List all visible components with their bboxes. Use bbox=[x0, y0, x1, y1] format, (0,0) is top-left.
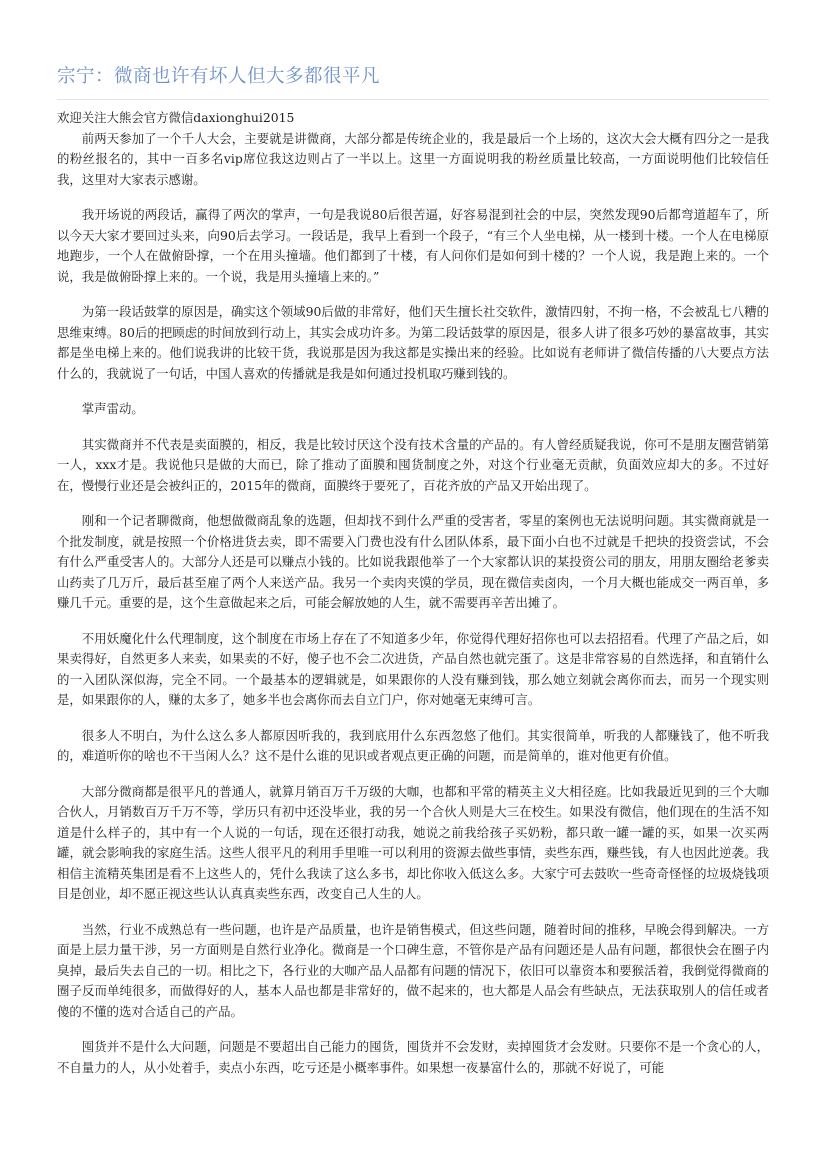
paragraph-5: 其实微商并不代表是卖面膜的，相反，我是比较讨厌这个没有技术含量的产品的。有人曾经质疑我说，你可不是朋友圈营销第一人，xxx才是。我说他只是做的大而已，除了推动了面膜和囤货制度之外，对这个行业毫无贡献，负面效应却大的多。不过好在，慢慢行业还是会被纠正的，2015年的微商，面膜终于要死了，百花齐放的产品又开始出现了。 bbox=[57, 436, 769, 493]
paragraph-9: 大部分微商都是很平凡的普通人，就算月销百万千万级的大咖，也都和平常的精英主义大相径庭。比如我最近见到的三个大咖合伙人，月销数百万千万不等，学历只有初中还没毕业，我的另一个合伙人则是大三在校生。如果没有微信，他们现在的生活不知道是什么样子的，其中有一个人说的一句话，现在还很打动我，她说之前我给孩子买奶粉，都只敢一罐一罐的买，如果一次买两罐，就会影响我的家庭生活。这些人很平凡的利用手里唯一可以利用的资源去做些事情，卖些东西，赚些钱，有人也因此逆袭。我相信主流精英集团是看不上这些人的，凭什么我读了这么多书，却比你收入低这么多。大家宁可去鼓吹一些奇奇怪怪的垃圾烧钱项目是创业，却不愿正视这些认认真真卖些东西，改变自己人生的人。 bbox=[57, 783, 769, 901]
paragraph-1: 前两天参加了一个千人大会，主要就是讲微商，大部分都是传统企业的，我是最后一个上场的，这次大会大概有四分之一是我的粉丝报名的，其中一百多名vip席位我这边则占了一半以上。这里一方面说明我的粉丝质量比较高，一方面说明他们比较信任我，这里对大家表示感谢。 bbox=[57, 130, 769, 187]
article-body bbox=[57, 108, 769, 1093]
paragraph-3: 为第一段话鼓掌的原因是，确实这个领域90后做的非常好，他们天生擅长社交软件，激情四射，不拘一格，不会被乱七八糟的思维束缚。80后的把顾虑的时间放到行动上，其实会成功许多。为第二段话鼓掌的原因是，很多人讲了很多巧妙的暴富故事，其实都是坐电梯上来的。他们说我讲的比较干货，我说那是因为我这都是实操出来的经验。比如说有老师讲了微信传播的八大要点方法什么的，我就说了一句话，中国人喜欢的传播就是我是如何通过投机取巧赚到钱的。 bbox=[57, 304, 769, 381]
title-divider bbox=[57, 99, 769, 100]
paragraph-4: 掌声雷动。 bbox=[81, 401, 144, 416]
paragraph-7: 不用妖魔化什么代理制度，这个制度在市场上存在了不知道多少年，你觉得代理好招你也可以去招招看。代理了产品之后，如果卖得好，自然更多人来卖，如果卖的不好，傻子也不会二次进货，产品自然也就完蛋了。这是非常容易的自然选择，和直销什么的一入团队深似海，完全不同。一个最基本的逻辑就是，如果跟你的人没有赚到钱，那么她立刻就会离你而去，而另一个现实则是，如果跟你的人，赚的太多了，她多半也会离你而去自立门户，你对她毫无束缚可言。 bbox=[57, 630, 769, 707]
article-title: 宗宁：微商也许有坏人但大多都很平凡 bbox=[57, 66, 381, 87]
paragraph-6: 刚和一个记者聊微商，他想做微商乱象的选题，但却找不到什么严重的受害者，零星的案例也无法说明问题。其实微商就是一个批发制度，就是按照一个价格进货去卖，即不需要入门费也没有什么团队体系，最下面小白也不过就是千把块的投资尝试，不会有什么严重受害人的。大部分人还是可以赚点小钱的。比如说我跟他举了一个大家都认识的某投资公司的朋友，用朋友圈给老爹卖山药卖了几万斤，最后甚至雇了两个人来送产品。我另一个卖肉夹馍的学员，现在微信卖卤肉，一个月大概也能成交一两百单，多赚几千元。重要的是，这个生意做起来之后，可能会解放她的人生，就不需要再辛苦出摊了。 bbox=[57, 513, 769, 610]
paragraph-2: 我开场说的两段话，赢得了两次的掌声，一句是我说80后很苦逼，好容易混到社会的中层，突然发现90后都弯道超车了，所以今天大家才要回过头来，向90后去学习。一段话是，我早上看到一个段子，“有三个人坐电梯，从一楼到十楼。一个人在电梯原地跑步，一个人在做俯卧撑，一个在用头撞墙。他们都到了十楼，有人问你们是如何到十楼的？一个人说，我是跑上来的。一个说，我是做俯卧撑上来的。一个说，我是用头撞墙上来的。” bbox=[57, 207, 769, 284]
paragraph-8: 很多人不明白，为什么这么多人都原因听我的，我到底用什么东西忽悠了他们。其实很简单，听我的人都赚钱了，他不听我的，难道听你的啥也不干当闲人么？这不是什么谁的见识或者观点更正确的问题，而是简单的，谁对他更有价值。 bbox=[57, 727, 769, 763]
paragraph-11: 囤货并不是什么大问题，问题是不要超出自己能力的囤货，囤货并不会发财，卖掉囤货才会发财。只要你不是一个贪心的人，不自量力的人，从小处着手，卖点小东西，吃亏还是小概率事件。如果想一夜暴富什么的，那就不好说了，可能 bbox=[57, 1039, 769, 1075]
follow-notice: 欢迎关注大熊会官方微信daxionghui2015 bbox=[57, 110, 295, 125]
paragraph-10: 当然，行业不成熟总有一些问题，也许是产品质量，也许是销售模式，但这些问题，随着时间的推移，早晚会得到解决。一方面是上层力量干涉，另一方面则是自然行业净化。微商是一个口碑生意，不管你是产品有问题还是人品有问题，都很快会在圈子内臭掉，最后失去自己的一切。相比之下，各行业的大咖产品人品都有问题的情况下，依旧可以靠资本和要猴活着，我倒觉得微商的圈子反而单纯很多，而做得好的人，基本人品也都是非常好的，做不起来的，也大都是人品会有些缺点，无法获取别人的信任或者傻的不懂的选对合适自己的产品。 bbox=[57, 921, 769, 1019]
